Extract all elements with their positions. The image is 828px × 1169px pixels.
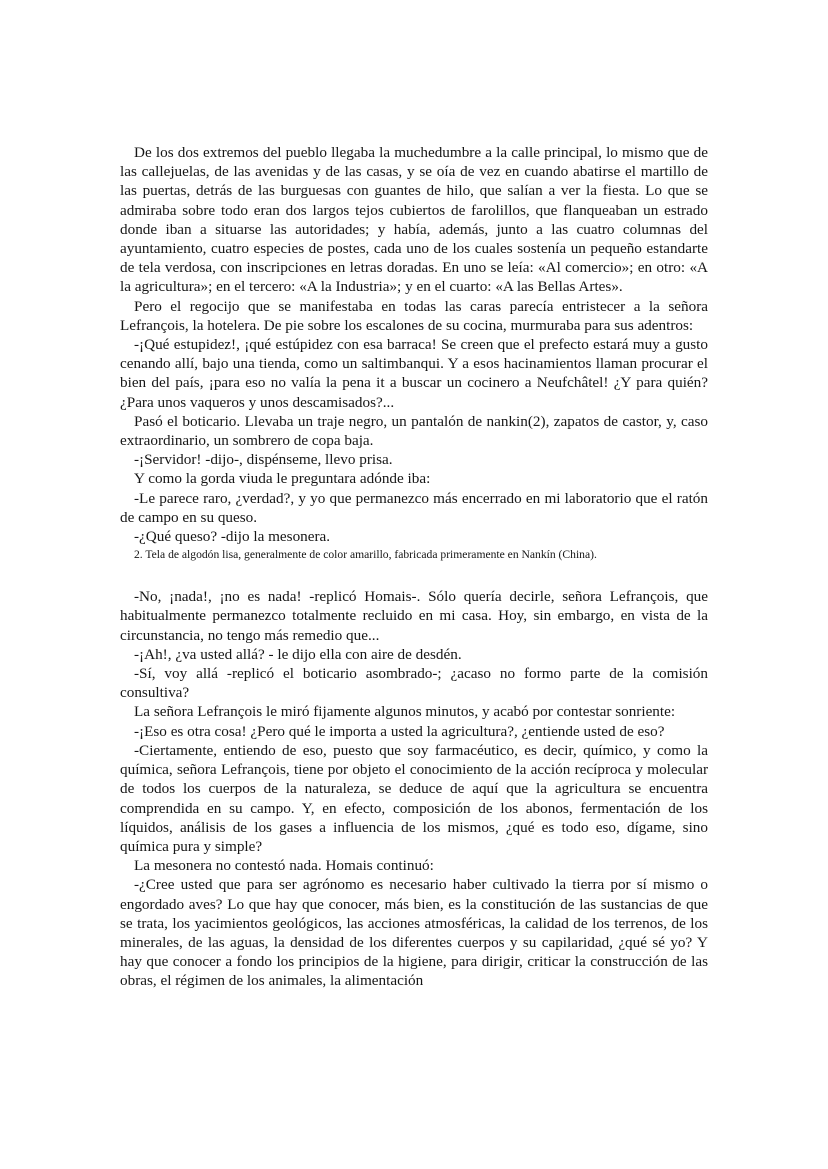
paragraph: Y como la gorda viuda le preguntara adónde iba: [134,470,431,488]
paragraph: De los dos extremos del pueblo llegaba la muchedumbre a la calle principal, lo mismo que de las callejuelas, de las avenidas y de las casas, y se oía de vez en cuando abatirse el martillo de las puertas, detrás de las burguesas con guantes de hilo, que salían a ver la fiesta. Lo que se admiraba sobre todo eran dos largos tejos cubiertos de farolillos, que flanqueaban un estrado donde iban a situarse las autoridades; y había, además, junto a las cuatro columnas del ayuntamiento, cuatro especies de postes, cada uno de los cuales sostenía un pequeño estandarte de tela verdosa, con inscripciones en letras doradas. En uno se leía: «Al comercio»; en otro: «A la agricultura»; en el tercero: «A la Industria»; y en el cuarto: «A las Bellas Artes». [120,144,708,296]
paragraph: -Ciertamente, entiendo de eso, puesto que soy farmacéutico, es decir, químico, y como la química, señora Lefrançois, tiene por objeto el conocimiento de la acción recíproca y molecular de todos los cuerpos de la naturaleza, se deduce de aquí que la agricultura se encuentra comprendida en su campo. Y, en efecto, composición de los abonos, fermentación de los líquidos, análisis de los gases a influencia de los mismos, ¿qué es todo eso, dígame, sino química pura y simple? [120,741,708,855]
paragraph: -¡Eso es otra cosa! ¿Pero qué le importa a usted la agricultura?, ¿entiende usted de eso? [134,722,665,740]
paragraph: Pasó el boticario. Llevaba un traje negro, un pantalón de nankin(2), zapatos de castor, y, caso extraordinario, un sombrero de copa baja. [120,412,708,450]
paragraph: La mesonera no contestó nada. Homais continuó: [134,857,434,875]
paragraph: -Le parece raro, ¿verdad?, y yo que permanezco más encerrado en mi laboratorio que el ratón de campo en su queso. [120,489,708,526]
paragraph: -¡Servidor! -dijo-, dispénseme, llevo prisa. [134,451,393,469]
page-break-gap [120,563,708,587]
paragraph: -¡Ah!, ¿va usted allá? - le dijo ella con aire de desdén. [134,645,462,663]
document-page [120,143,708,991]
paragraph: -No, ¡nada!, ¡no es nada! -replicó Homais-. Sólo quería decirle, señora Lefrançois, que habitualmente permanezco totalmente recluido en mi casa. Hoy, sin embargo, en vista de la circunstancia, no tengo más remedio que... [120,588,708,644]
paragraph: -Sí, voy allá -replicó el boticario asombrado-; ¿acaso no formo parte de la comisión consultiva? [120,665,708,702]
paragraph: Pero el regocijo que se manifestaba en todas las caras parecía entristecer a la señora Lefrançois, la hotelera. De pie sobre los escalones de su cocina, murmuraba para sus adentros: [120,297,708,334]
paragraph: -¿Qué queso? -dijo la mesonera. [134,528,331,546]
paragraph: -¿Cree usted que para ser agrónomo es necesario haber cultivado la tierra por sí mismo o engordado aves? Lo que hay que conocer, más bien, es la constitución de las sustancias de que se trata, los yacimientos geológicos, las acciones atmosféricas, la calidad de los terrenos, de los minerales, de las aguas, la densidad de los diferentes cuerpos y su capilaridad, ¿qué sé yo? Y hay que conocer a fondo los principios de la higiene, para dirigir, criticar la construcción de las obras, el régimen de los animales, la alimentación [120,876,708,990]
paragraph: La señora Lefrançois le miró fijamente algunos minutos, y acabó por contestar sonriente: [134,703,676,721]
paragraph: -¡Qué estupidez!, ¡qué estúpidez con esa barraca! Se creen que el prefecto estará muy a gusto cenando allí, bajo una tienda, como un saltimbanqui. Y a esos hacinamientos llaman procurar el bien del país, ¡para eso no valía la pena it a buscar un cocinero a Neufchâtel! ¿Y para quién? ¿Para unos vaqueros y unos descamisados?... [120,336,708,411]
footnote: 2. Tela de algodón lisa, generalmente de color amarillo, fabricada primeramente en Nankín (China). [134,548,597,562]
